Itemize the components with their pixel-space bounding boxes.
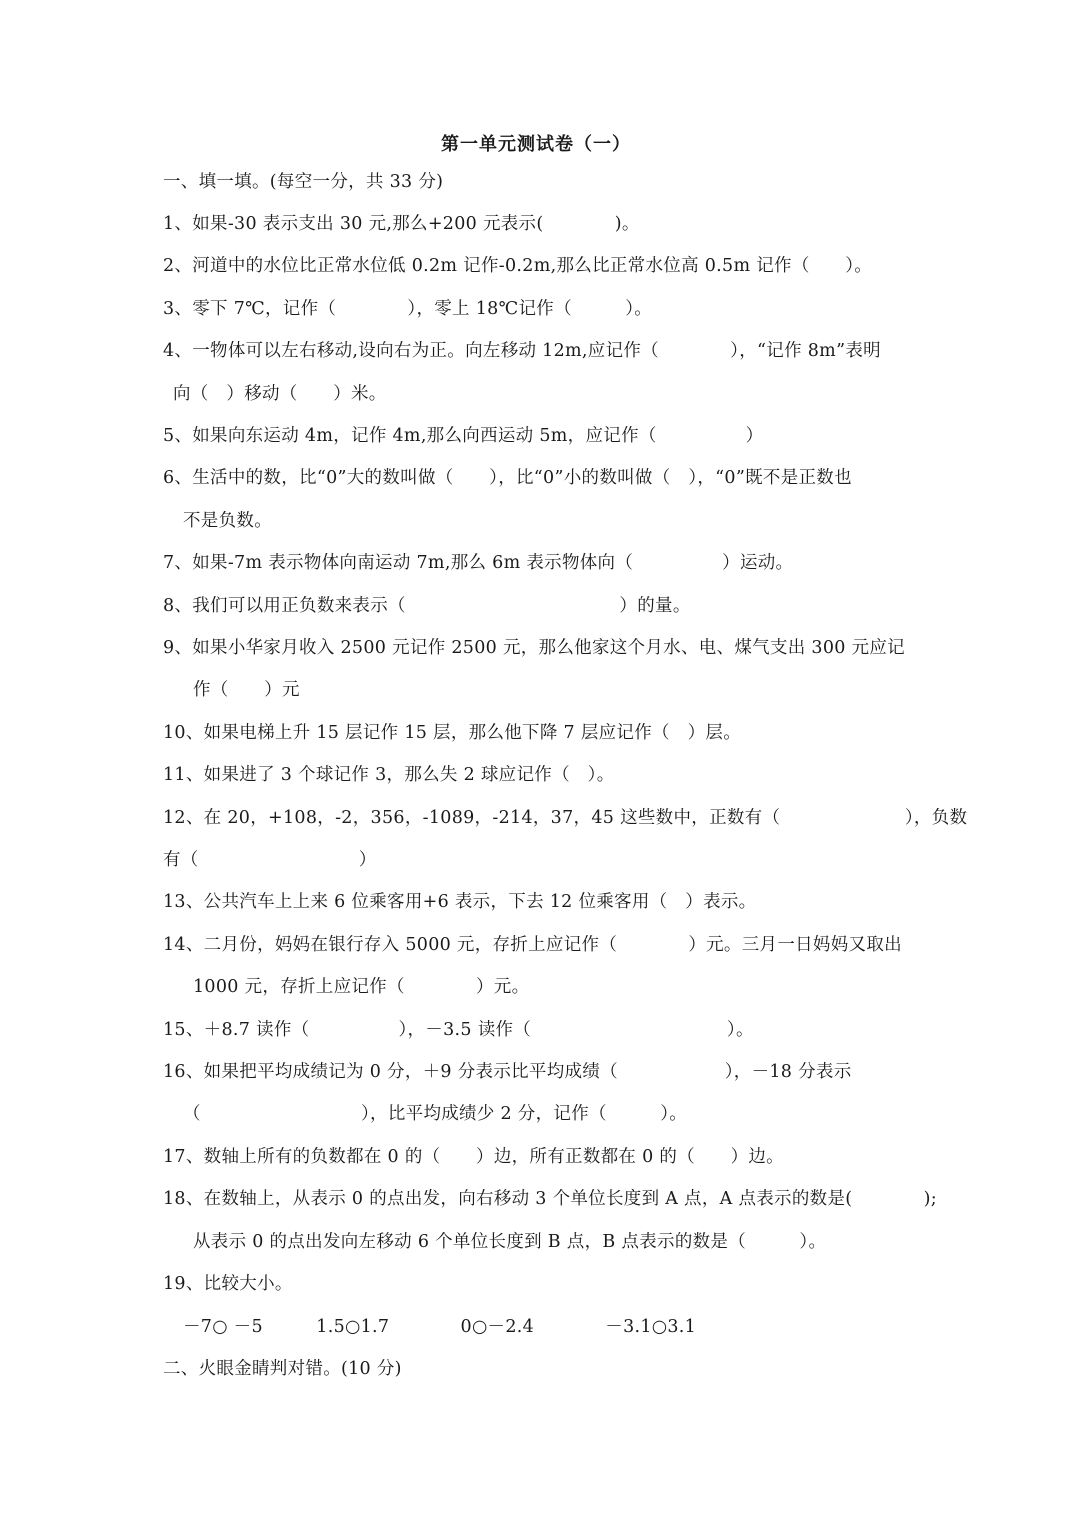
question-line: 14、二月份，妈妈在银行存入 5000 元，存折上应记作（ ）元。三月一日妈妈又取出	[163, 935, 902, 955]
question-line: 有（ ）	[163, 850, 377, 870]
question-line: 从表示 0 的点出发向左移动 6 个单位长度到 B 点，B 点表示的数是（ ）。	[193, 1232, 827, 1252]
question-line: 6、生活中的数，比“0”大的数叫做（ ），比“0”小的数叫做（ ），“0”既不是正数也	[163, 468, 852, 488]
question-line: 作（ ）元	[193, 680, 300, 700]
question-line: 10、如果电梯上升 15 层记作 15 层，那么他下降 7 层应记作（ ）层。	[163, 723, 742, 743]
question-line: 不是负数。	[183, 511, 272, 531]
question-line: 4、一物体可以左右移动,设向右为正。向左移动 12m,应记作（ ），“记作 8m”表明	[163, 341, 881, 361]
question-line: 11、如果进了 3 个球记作 3，那么失 2 球应记作（ ）。	[163, 765, 615, 785]
section-heading: 二、火眼金睛判对错。(10 分)	[163, 1359, 402, 1379]
question-line: 7、如果-7m 表示物体向南运动 7m,那么 6m 表示物体向（ ）运动。	[163, 553, 794, 573]
question-line: 18、在数轴上，从表示 0 的点出发，向右移动 3 个单位长度到 A 点，A 点表示的数是( );	[163, 1189, 937, 1209]
comparison-row: －7○ －5 1.5○1.7 0○－2.4 －3.1○3.1	[183, 1317, 697, 1337]
question-line: 5、如果向东运动 4m，记作 4m,那么向西运动 5m，应记作（ ）	[163, 426, 764, 446]
question-line: 1000 元，存折上应记作（ ）元。	[193, 977, 530, 997]
question-line: 2、河道中的水位比正常水位低 0.2m 记作-0.2m,那么比正常水位高 0.5m 记作（ ）。	[163, 256, 873, 276]
question-line: 8、我们可以用正负数来表示（ ）的量。	[163, 596, 691, 616]
question-line: 15、＋8.7 读作（ ），－3.5 读作（ ）。	[163, 1020, 754, 1040]
question-line: （ ），比平均成绩少 2 分，记作（ ）。	[183, 1104, 688, 1124]
section-heading: 一、填一填。(每空一分，共 33 分)	[163, 172, 444, 192]
question-line: 12、在 20，+108，-2，356，-1089，-214，37，45 这些数中，正数有（ ），负数	[163, 808, 968, 828]
question-line: 16、如果把平均成绩记为 0 分，＋9 分表示比平均成绩（ ），－18 分表示	[163, 1062, 852, 1082]
question-line: 19、比较大小。	[163, 1274, 293, 1294]
question-line: 3、零下 7℃，记作（ ），零上 18℃记作（ ）。	[163, 299, 653, 319]
question-line: 13、公共汽车上上来 6 位乘客用+6 表示，下去 12 位乘客用（ ）表示。	[163, 892, 757, 912]
question-line: 1、如果-30 表示支出 30 元,那么+200 元表示( )。	[163, 214, 640, 234]
page-title: 第一单元测试卷（一）	[441, 134, 631, 155]
question-line: 17、数轴上所有的负数都在 0 的（ ）边，所有正数都在 0 的（ ）边。	[163, 1147, 784, 1167]
question-line: 向（ ）移动（ ）米。	[173, 384, 387, 404]
question-line: 9、如果小华家月收入 2500 元记作 2500 元，那么他家这个月水、电、煤气支出 300 元应记	[163, 638, 905, 658]
